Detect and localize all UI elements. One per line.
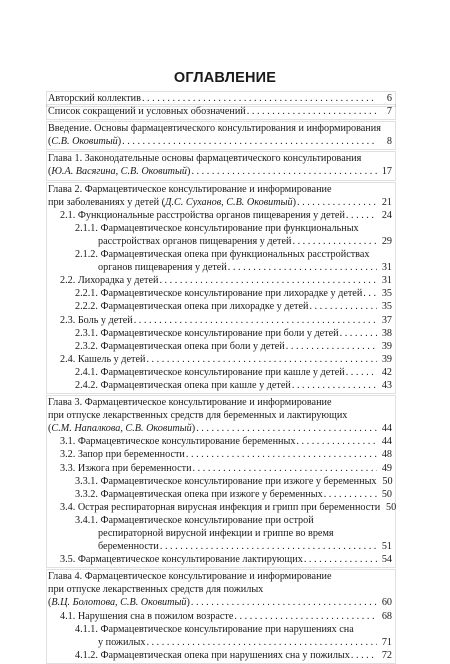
page-number: 44 bbox=[381, 423, 392, 435]
page-number: 44 bbox=[381, 436, 392, 448]
toc-entry-title: Список сокращений и условных обозначений bbox=[48, 106, 246, 118]
page-number: 37 bbox=[381, 314, 392, 326]
page-number: 50 bbox=[382, 475, 393, 487]
page-number: 60 bbox=[381, 597, 392, 609]
page-number: 49 bbox=[381, 462, 392, 474]
page-number: 72 bbox=[381, 649, 392, 661]
toc-entry-title: 2.2. Лихорадка у детей bbox=[60, 275, 159, 287]
page-number: 54 bbox=[381, 554, 392, 566]
toc-entry-title: 3.4. Острая респираторная вирусная инфекция и грипп при беременности bbox=[60, 501, 381, 513]
page-number: 50 bbox=[386, 501, 397, 513]
toc-entry-title: 2.1.1. Фармацевтическое консультирование при функциональных bbox=[75, 222, 359, 234]
page-number: 38 bbox=[381, 327, 392, 339]
toc-entry-title: расстройствах органов пищеварения у детей bbox=[98, 235, 292, 247]
page-number: 48 bbox=[381, 449, 392, 461]
page-number: 31 bbox=[381, 262, 392, 274]
page-number: 21 bbox=[381, 196, 392, 208]
toc-entry-title: 2.4.1. Фармацевтическое консультирование при кашле у детей bbox=[75, 366, 345, 378]
toc-entry-title: Введение. Основы фармацевтического консультирования и информирования bbox=[48, 123, 381, 135]
toc-entry-title: Глава 1. Законодательные основы фармацевтического консультирования bbox=[48, 153, 362, 165]
page-number: 51 bbox=[381, 541, 392, 553]
section-frame bbox=[46, 121, 396, 150]
section-frame bbox=[46, 182, 396, 395]
toc-entry-title: 3.3.2. Фармацевтическая опека при изжоге у беременных bbox=[75, 488, 323, 500]
toc-entry-title: 2.3. Боль у детей bbox=[60, 314, 133, 326]
page-number: 71 bbox=[381, 636, 392, 648]
section-frame bbox=[46, 104, 396, 120]
page-title: ОГЛАВЛЕНИЕ bbox=[173, 70, 277, 86]
page-number: 50 bbox=[381, 488, 392, 500]
toc-entry-title: 2.2.1. Фармацевтическое консультирование при лихорадке у детей bbox=[75, 288, 363, 300]
toc-entry-title: при заболеваниях у детей (Д.С. Суханов, С.В. Оковитый) bbox=[48, 196, 296, 208]
section-frame bbox=[46, 569, 396, 664]
toc-entry-title: 3.5. Фармацевтическое консультирование лактирующих bbox=[60, 554, 303, 566]
page-number: 43 bbox=[381, 379, 392, 391]
toc-entry-title: 3.4.1. Фармацевтическое консультирование при острой bbox=[75, 514, 314, 526]
page-number: 8 bbox=[386, 136, 392, 148]
toc-entry-title: 3.2. Запор при беременности bbox=[60, 449, 185, 461]
toc-entry-title: (В.Ц. Болотова, С.В. Оковитый) bbox=[48, 597, 190, 609]
toc-entry-title: 2.2.2. Фармацевтическая опека при лихорадке у детей bbox=[75, 301, 309, 313]
toc-entry-title: 4.1.2. Фармацевтическая опека при нарушениях сна у пожилых bbox=[75, 649, 350, 661]
toc-entry-title: 3.1. Фармацевтическое консультирование беременных bbox=[60, 436, 296, 448]
toc-entry-title: органов пищеварения у детей bbox=[98, 262, 227, 274]
toc-entry-title: (Ю.А. Васягина, С.В. Оковитый) bbox=[48, 166, 191, 178]
toc-entry-title: респираторной вирусной инфекции и гриппе во время bbox=[98, 528, 334, 539]
page-number: 42 bbox=[381, 366, 392, 378]
toc-entry-title: Глава 3. Фармацевтическое консультирование и информирование bbox=[48, 397, 332, 409]
section-frame bbox=[46, 395, 396, 568]
page-number: 39 bbox=[381, 340, 392, 352]
toc-entry-title: при отпуске лекарственных средств для беременных и лактирующих bbox=[48, 410, 348, 422]
toc-entry-title: 4.1.1. Фармацевтическое консультирование при нарушениях сна bbox=[75, 623, 354, 635]
toc-entry-title: 3.3.1. Фармацевтическое консультирование при изжоге у беременных bbox=[75, 475, 377, 487]
toc-entry-title: Глава 4. Фармацевтическое консультирование и информирование bbox=[48, 571, 332, 583]
page-number: 6 bbox=[386, 93, 392, 104]
toc-entry-title: 2.3.1. Фармацевтическое консультирование при боли у детей bbox=[75, 327, 339, 339]
toc-entry-title: (С.В. Оковитый) bbox=[48, 136, 122, 148]
toc-entry-title: 2.4. Кашель у детей bbox=[60, 353, 146, 365]
toc-entry-title: 2.4.2. Фармацевтическая опека при кашле у детей bbox=[75, 379, 291, 391]
page-number: 68 bbox=[381, 610, 392, 622]
section-frame bbox=[46, 151, 396, 180]
page-number: 29 bbox=[381, 235, 392, 247]
page-number: 24 bbox=[381, 209, 392, 221]
toc-entry-title: Авторский коллектив bbox=[48, 93, 141, 104]
toc-entry-title: беременности bbox=[98, 541, 159, 553]
page-number: 35 bbox=[381, 301, 392, 313]
toc-entry-title: 4.1. Нарушения сна в пожилом возрасте bbox=[60, 610, 234, 622]
toc-entry-title: у пожилых bbox=[98, 636, 146, 648]
toc-entry-title: (С.М. Напалкова, С.В. Оковитый) bbox=[48, 423, 196, 435]
page-number: 35 bbox=[381, 288, 392, 300]
toc-entry-title: 2.3.2. Фармацевтическая опека при боли у детей bbox=[75, 340, 285, 352]
toc-entry-title: 2.1. Функциональные расстройства органов пищеварения у детей bbox=[60, 209, 345, 221]
page-number: 31 bbox=[381, 275, 392, 287]
page-number: 39 bbox=[381, 353, 392, 365]
page-number: 7 bbox=[386, 106, 392, 118]
toc-entry-title: 2.1.2. Фармацевтическая опека при функциональных расстройствах bbox=[75, 249, 370, 261]
toc-entry-title: при отпуске лекарственных средств для пожилых bbox=[48, 584, 264, 596]
toc-entry-title: 3.3. Изжога при беременности bbox=[60, 462, 192, 474]
page-number: 17 bbox=[381, 166, 392, 178]
toc-entry-title: Глава 2. Фармацевтическое консультирование и информирование bbox=[48, 183, 332, 195]
